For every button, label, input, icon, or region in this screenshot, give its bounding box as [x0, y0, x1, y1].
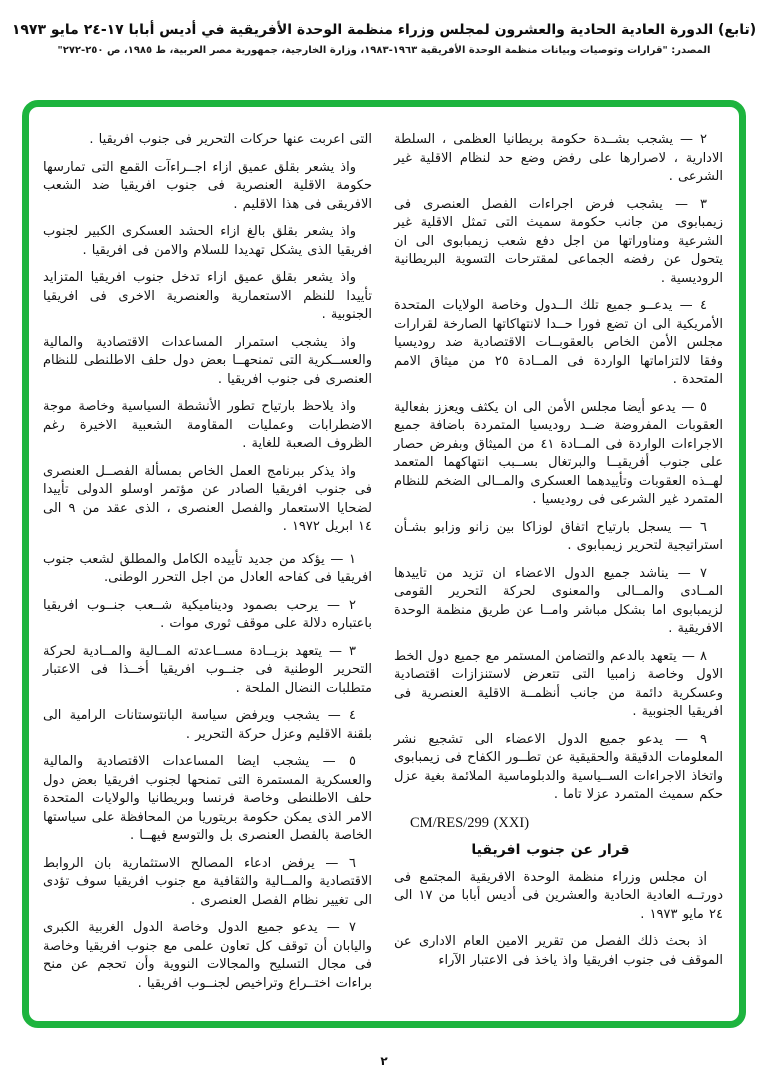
paragraph: ٢ — يشجب بشــدة حكومة بريطانيا العظمى ، السلطة الادارية ، لاصرارها على رفض وضع حد لنظام الاقلية غير الشرعى .	[394, 132, 723, 184]
paragraph: ٣ — يشجب فرض اجراءات الفصل العنصرى فى زيمبابوى من جانب حكومة سميث التى تمثل الاقلية غير الشرعية ومناوراتها من اجل دفع شعب زيمبابوى الى ان يتحول عن رفضه الجماعى لمقترحات التسوية البريطانية الروديسية .	[394, 196, 723, 286]
paragraph: ٦ — يرفض ادعاء المصالح الاستثمارية بان الروابط الاقتصادية والمــالية والثقافية مع جنوب افريقيا سوف تؤدى الى تغيير نظام الفصل العنصرى .	[43, 855, 372, 908]
paragraph: ٣ — يتعهد بزيــادة مســاعدته المــالية والمــادية لحركة التحرير الوطنية فى جنــوب افريقيا أخــذا فى الاعتبار متطلبات النضال الملحة .	[43, 643, 372, 696]
resolution-title: قرار عن جنوب افريقيا	[471, 842, 630, 858]
left-column	[43, 131, 372, 1011]
document-footer	[0, 1050, 768, 1069]
paragraph: واذ يشعر بقلق عميق ازاء تدخل جنوب افريقيا المتزايد تأييدا للنظم الاستعمارية والعنصرية الاخرى فى افريقيا الجنوبية .	[43, 270, 372, 322]
resolution-ref: CM/RES/299 (XXI)	[410, 814, 530, 831]
paragraph: ٨ — يتعهد بالدعم والتضامن المستمر مع جميع دول الخط الاول وخاصة زامبيا التى تتعرض لاستنزازات اقتصادية وعسكرية دائمة من جانب أنظمــة الاقلية العنصرية فى افريقيا الجنوبية .	[394, 648, 723, 719]
paragraph: واذ يشعر بقلق بالغ ازاء الحشد العسكرى الكبير لجنوب افريقيا الذى يشكل تهديدا للسلام والامن فى افريقيا .	[43, 224, 372, 258]
document-columns	[43, 131, 723, 1011]
paragraph: ١ — يؤكد من جديد تأييده الكامل والمطلق لشعب جنوب افريقيا فى كفاحه العادل من اجل التحرر الوطنى.	[43, 551, 372, 585]
paragraph: التى اعربت عنها حركات التحرير فى جنوب افريقيا .	[89, 132, 372, 147]
paragraph: واذ يشجب استمرار المساعدات الاقتصادية والمالية والعســكرية التى تمنحهــا بعض دول حلف الاطلنطى للنظام العنصرى فى جنوب افريقيا .	[43, 334, 372, 387]
paragraph: ان مجلس وزراء منظمة الوحدة الافريقية المجتمع فى دورتــه العادية الحادية والعشرين فى أديس أبابا من ١٧ الى ٢٤ مايو ١٩٧٣ .	[394, 869, 723, 922]
header-source-line: المصدر: "قرارات وتوصيات وبيانات منظمة الوحدة الأفريقية ١٩٦٣-١٩٨٣، وزارة الخارجية، جمهورية مصر العربية، ط ١٩٨٥، ص ٢٥٠-٢٧٢"	[57, 45, 711, 56]
paragraph: واذ يشعر بقلق عميق ازاء اجــراءآت القمع التى تمارسها حكومة الاقلية العنصرية فى جنوب افريقيا ضد الشعب الافريقى فى هذا الاقليم .	[43, 159, 372, 212]
paragraph: ٤ — يدعــو جميع تلك الــدول وخاصة الولايات المتحدة الأمريكية الى ان تضع فورا حــدا لانتهاكاتها الصارخة لقرارات مجلس الأمن الخاص بالعقوبــات الاقتصادية ضد روديسيا وفقا لالتزاماتها الواردة فى المــادة ٢٥ من ميثاق الامم المتحدة .	[394, 298, 723, 387]
paragraph: اذ بحث ذلك الفصل من تقرير الامين العام الادارى عن الموقف فى جنوب افريقيا واذ ياخذ فى الاعتبار الآراء	[394, 934, 723, 968]
page-number: ٢	[380, 1054, 388, 1068]
paragraph: ٦ — يسجل بارتياح اتفاق لوزاكا بين زانو وزابو بشـأن استراتيجية لتحرير زيمبابوى .	[394, 519, 723, 553]
paragraph: ٥ — يدعو أيضا مجلس الأمن الى ان يكثف ويعزز بفعالية العقوبات المفروضة ضــد روديسيا المتمردة باضافة جميع الاجراءات الواردة فى المــادة ٤١ من الميثاق وبفرض حصار على جنوب أفريقيــا والبرتغال بســبب انتهاكهما المتعمد لهــذه العقوبات وتأييدهما العسكرى والمــالى الضخم للنظام المتمرد غير الشرعى فى روديسيا .	[394, 399, 723, 507]
paragraph: ٧ — يناشد جميع الدول الاعضاء ان تزيد من تاييدها المــادى والمــالى والمعنوى لحركة التحرير القومى لزيمبابوى اما بشكل مباشر وامــا عن طريق منظمة الوحدة الافريقية .	[394, 565, 723, 636]
header-session-title: (تابع) الدورة العادية الحادية والعشرون لمجلس وزراء منظمة الوحدة الأفريقية في أديس أبابا ١٧-٢٤ مايو ١٩٧٣	[11, 22, 757, 38]
paragraph: ٧ — يدعو جميع الدول وخاصة الدول الغربية الكبرى واليابان أن توقف كل تعاون علمى مع جنوب افريقيا وخاصة فى مجال التسليح والمجالات النووية وأن تحجم عن منح براءات اختــراع وتراخيص لجنــوب افريقيا .	[43, 920, 372, 991]
document-header	[0, 22, 768, 56]
document-border-box	[22, 100, 746, 1028]
paragraph: ٩ — يدعو جميع الدول الاعضاء الى تشجيع نشر المعلومات الدقيقة والحقيقية عن تطــور الكفاح فى زيمبابوى واتخاذ الاجراءات الســياسية والدبلوماسية الملائمة بغية عزل حكم سميث المتمرد عزلا تاما .	[394, 731, 723, 802]
right-column	[394, 131, 723, 1011]
paragraph: ٥ — يشجب ايضا المساعدات الاقتصادية والمالية والعسكرية المستمرة التى تمنحها لجنوب افريقيا بعض دول حلف الاطلنطى وخاصة فرنسا وبريطانيا والولايات المتحدة الامر الذى يمكن حكومة بريتوريا من المحافظة على سياستها الخاصة بالفصل العنصرى بل والتوسع فيهــا .	[43, 754, 372, 843]
paragraph: ٤ — يشجب ويرفض سياسة البانتوستانات الرامية الى بلقنة الاقليم وعزل حركة التحرير .	[43, 708, 372, 742]
paragraph: ٢ — يرحب بصمود وديناميكية شــعب جنــوب افريقيا باعتباره دلالة على موقف ثورى موات .	[43, 597, 372, 631]
paragraph: واذ يلاحظ بارتياح تطور الأنشطة السياسية وخاصة موجة الاضطرابات وعمليات المقاومة الشعبية الاخيرة رغم الظروف الصعبة للغاية .	[43, 399, 372, 451]
paragraph: واذ يذكر ببرنامج العمل الخاص بمسألة الفصــل العنصرى فى جنوب افريقيا الصادر عن مؤتمر اوسلو الدولى تأييدا لضحايا الاستعمار والفصل العنصرى ، الذى عقد من ٩ الى ١٤ ابريل ١٩٧٢ .	[43, 463, 373, 534]
